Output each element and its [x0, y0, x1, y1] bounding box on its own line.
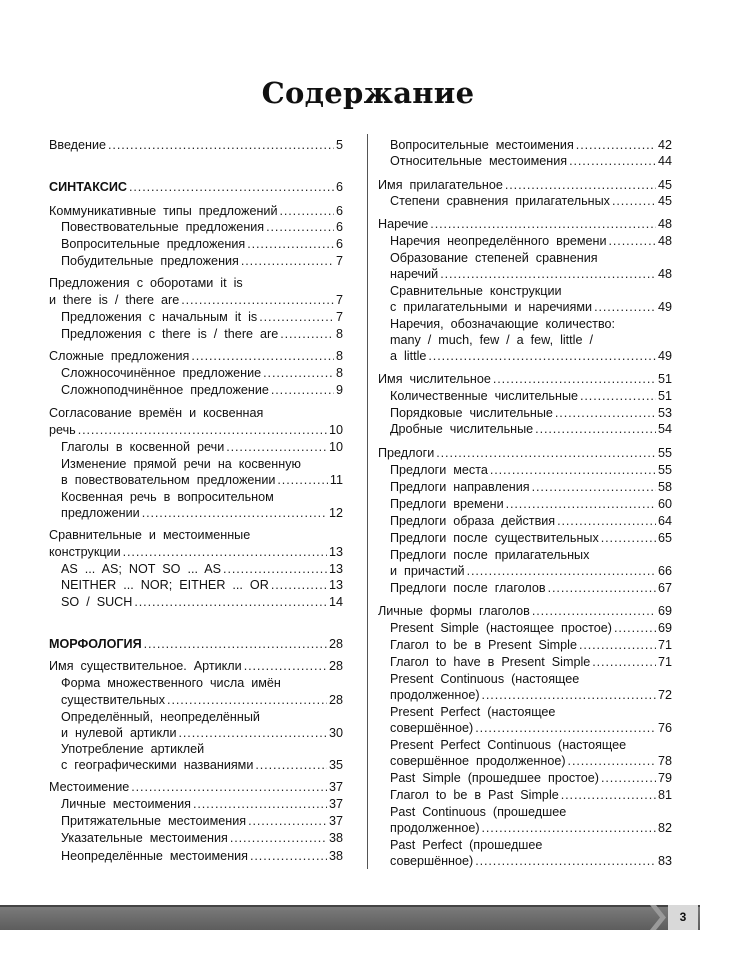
dot-leader [223, 561, 327, 577]
toc-entry-title: Дробные числительные [390, 422, 534, 436]
dot-leader [440, 266, 656, 282]
toc-entry-page: 66 [657, 564, 672, 578]
toc-entry-title: Глагол to be в Past Simple [390, 788, 559, 802]
dot-leader [250, 848, 327, 864]
toc-entry-title: продолженное) [390, 688, 480, 702]
toc-entry-page: 7 [335, 293, 343, 307]
toc-entry [390, 637, 672, 654]
toc-entry-title: Определённый, неопределённый [61, 710, 260, 724]
toc-entry [390, 250, 672, 267]
toc-entry-page: 48 [657, 267, 672, 281]
toc-entry [390, 299, 672, 316]
toc-entry-title: и нулевой артикли [61, 726, 177, 740]
toc-entry [49, 275, 343, 292]
toc-entry [378, 445, 672, 462]
toc-entry-page: 13 [328, 578, 343, 592]
dot-leader [134, 594, 327, 610]
toc-entry-page: 71 [657, 655, 672, 669]
toc-entry [49, 348, 343, 365]
toc-entry-title: Количественные числительные [390, 389, 579, 403]
toc-entry [378, 177, 672, 194]
dot-leader [580, 388, 656, 404]
dot-leader [532, 479, 656, 495]
toc-entry [390, 266, 672, 283]
toc-entry [390, 720, 672, 737]
dot-leader [579, 637, 656, 653]
toc-entry-page: 53 [657, 406, 672, 420]
toc-entry-title: Сложные предложения [49, 349, 190, 363]
toc-entry-page: 45 [657, 194, 672, 208]
toc-entry-page: 28 [328, 659, 343, 673]
toc-entry [390, 530, 672, 547]
toc-entry [390, 770, 672, 787]
toc-entry [61, 725, 343, 742]
toc-entry-title: many / much, few / a few, little / [390, 333, 593, 347]
toc-entry-page: 55 [657, 463, 672, 477]
toc-entry-title: Сложносочинённое предложение [61, 366, 262, 380]
toc-entry [61, 675, 343, 692]
toc-entry-page: 49 [657, 349, 672, 363]
toc-entry [49, 544, 343, 561]
toc-entry-title: Past Simple (прошедшее простое) [390, 771, 599, 785]
toc-entry-title: Present Simple (настоящее простое) [390, 621, 612, 635]
toc-entry-title: МОРФОЛОГИЯ [49, 637, 142, 651]
toc-entry-title: существительных [61, 693, 166, 707]
toc-entry [390, 654, 672, 671]
toc-entry [390, 687, 672, 704]
toc-entry [390, 837, 672, 854]
toc-entry-title: Указательные местоимения [61, 831, 228, 845]
toc-entry-title: Предложения с начальным it is [61, 310, 258, 324]
toc-entry-title: Имя существительное. Артикли [49, 659, 242, 673]
toc-entry [390, 620, 672, 637]
toc-entry [49, 292, 343, 309]
toc-entry-title: СИНТАКСИС [49, 180, 127, 194]
toc-entry [49, 422, 343, 439]
dot-leader [129, 179, 334, 195]
toc-entry-title: Повествовательные предложения [61, 220, 265, 234]
dot-leader [144, 636, 327, 652]
toc-entry-page: 76 [657, 721, 672, 735]
toc-entry [61, 594, 343, 611]
toc-entry-page: 48 [657, 217, 672, 231]
toc-entry [61, 757, 343, 774]
toc-entry [390, 283, 672, 300]
toc-entry-page: 44 [657, 154, 672, 168]
toc-entry-page: 51 [657, 389, 672, 403]
toc-entry-title: Предлоги времени [390, 497, 504, 511]
dot-leader [428, 348, 656, 364]
toc-entry [390, 316, 672, 333]
toc-entry [49, 137, 343, 154]
page-title: Содержание [261, 76, 475, 110]
toc-entry [390, 513, 672, 530]
dot-leader [248, 813, 327, 829]
toc-entry [390, 853, 672, 870]
toc-entry-title: Коммуникативные типы предложений [49, 204, 278, 218]
toc-entry [61, 505, 343, 522]
toc-entry-title: Наречие [378, 217, 429, 231]
toc-entry [61, 489, 343, 506]
toc-entry [61, 236, 343, 253]
toc-entry [61, 709, 343, 726]
toc-entry-title: в повествовательном предложении [61, 473, 276, 487]
toc-entry [49, 527, 343, 544]
toc-entry-title: совершённое) [390, 854, 474, 868]
toc-entry [390, 496, 672, 513]
toc-entry-title: Побудительные предложения [61, 254, 239, 268]
toc-entry-title: Имя числительное [378, 372, 491, 386]
toc-entry [390, 388, 672, 405]
dot-leader [279, 203, 334, 219]
toc-entry-title: и there is / there are [49, 293, 180, 307]
toc-entry [390, 193, 672, 210]
toc-entry-page: 71 [657, 638, 672, 652]
toc-entry [390, 233, 672, 250]
dot-leader [609, 233, 656, 249]
toc-entry-page: 38 [328, 831, 343, 845]
dot-leader [482, 687, 656, 703]
toc-entry [61, 382, 343, 399]
toc-entry-title: Past Continuous (прошедшее [390, 805, 567, 819]
toc-entry [61, 253, 343, 270]
dot-leader [576, 137, 656, 153]
toc-entry [390, 671, 672, 688]
column-divider [367, 134, 368, 869]
dot-leader [490, 462, 656, 478]
toc-entry-title: a little [390, 349, 427, 363]
toc-entry-title: Относительные местоимения [390, 154, 568, 168]
toc-entry-title: Наречия неопределённого времени [390, 234, 607, 248]
dot-leader [181, 292, 334, 308]
footer-band [0, 905, 700, 930]
dot-leader [475, 720, 656, 736]
toc-entry-page: 8 [335, 327, 343, 341]
dot-leader [191, 348, 334, 364]
dot-leader [244, 658, 327, 674]
dot-leader [475, 853, 656, 869]
toc-entry [61, 848, 343, 865]
toc-entry-page: 81 [657, 788, 672, 802]
toc-entry-page: 14 [328, 595, 343, 609]
toc-entry [390, 405, 672, 422]
dot-leader [532, 603, 656, 619]
dot-leader [612, 193, 656, 209]
toc-entry-title: Предлоги образа действия [390, 514, 556, 528]
toc-entry-page: 51 [657, 372, 672, 386]
toc-entry-title: Предлоги после существительных [390, 531, 599, 545]
toc-entry-title: SO / SUCH [61, 595, 133, 609]
toc-entry-page: 83 [657, 854, 672, 868]
toc-entry [61, 813, 343, 830]
toc-entry [390, 820, 672, 837]
toc-entry [61, 456, 343, 473]
toc-entry-title: с географическими названиями [61, 758, 254, 772]
toc-entry-title: Предлоги направления [390, 480, 530, 494]
toc-entry [378, 371, 672, 388]
toc-entry-title: Введение [49, 138, 107, 152]
page-number: 3 [668, 905, 698, 930]
toc-entry-page: 37 [328, 814, 343, 828]
footer-bar [0, 905, 736, 930]
toc-entry-page: 49 [657, 300, 672, 314]
toc-entry-page: 35 [328, 758, 343, 772]
toc-entry-page: 48 [657, 234, 672, 248]
toc-entry-page: 11 [329, 473, 343, 487]
dot-leader [594, 299, 656, 315]
toc-entry [390, 547, 672, 564]
toc-entry [61, 561, 343, 578]
dot-leader [230, 830, 327, 846]
toc-entry-page: 42 [657, 138, 672, 152]
dot-leader [247, 236, 334, 252]
toc-entry-page: 13 [328, 545, 343, 559]
toc-entry [61, 741, 343, 758]
toc-entry-title: совершённое продолженное) [390, 754, 566, 768]
toc-entry-page: 9 [335, 383, 343, 397]
toc-entry [61, 219, 343, 236]
toc-entry [390, 563, 672, 580]
toc-entry-title: Предлоги места [390, 463, 488, 477]
toc-entry-page: 82 [657, 821, 672, 835]
toc-entry-title: Притяжательные местоимения [61, 814, 247, 828]
dot-leader [614, 620, 656, 636]
toc-entry [61, 830, 343, 847]
toc-entry [390, 787, 672, 804]
toc-entry [61, 796, 343, 813]
toc-entry [378, 603, 672, 620]
toc-entry [61, 472, 343, 489]
toc-entry [49, 658, 343, 675]
dot-leader [601, 770, 656, 786]
toc-entry-title: совершённое) [390, 721, 474, 735]
toc-entry-page: 8 [335, 366, 343, 380]
toc-entry-page: 38 [328, 849, 343, 863]
dot-leader [255, 757, 327, 773]
toc-entry [49, 179, 343, 196]
dot-leader [569, 153, 656, 169]
toc-entry-title: и причастий [390, 564, 465, 578]
dot-leader [123, 544, 327, 560]
dot-leader [142, 505, 327, 521]
toc-entry-title: Наречия, обозначающие количество: [390, 317, 615, 331]
toc-entry [390, 704, 672, 721]
toc-entry-page: 10 [328, 423, 343, 437]
dot-leader [568, 753, 656, 769]
toc-entry-title: конструкции [49, 545, 121, 559]
dot-leader [271, 382, 334, 398]
toc-entry-title: Глагол to be в Present Simple [390, 638, 577, 652]
toc-entry-page: 45 [657, 178, 672, 192]
dot-leader [241, 253, 334, 269]
toc-entry-title: Present Perfect (настоящее [390, 705, 556, 719]
toc-entry-title: речь [49, 423, 76, 437]
toc-entry-page: 64 [657, 514, 672, 528]
dot-leader [226, 439, 327, 455]
dot-leader [505, 177, 656, 193]
toc-entry-page: 12 [328, 506, 343, 520]
toc-entry-page: 28 [328, 693, 343, 707]
toc-entry-page: 72 [657, 688, 672, 702]
toc-entry-page: 54 [657, 422, 672, 436]
dot-leader [601, 530, 656, 546]
toc-entry-page: 60 [657, 497, 672, 511]
toc-entry [390, 462, 672, 479]
toc-entry-title: Past Perfect (прошедшее [390, 838, 543, 852]
toc-entry-title: Предложения с оборотами it is [49, 276, 243, 290]
toc-entry [61, 692, 343, 709]
toc-entry-title: Личные местоимения [61, 797, 191, 811]
dot-leader [263, 365, 334, 381]
toc-entry [61, 326, 343, 343]
toc-entry-title: Предлоги после глаголов [390, 581, 546, 595]
dot-leader [277, 472, 328, 488]
toc-entry-title: Неопределённые местоимения [61, 849, 248, 863]
dot-leader [259, 309, 334, 325]
dot-leader [557, 513, 656, 529]
toc-entry-page: 69 [657, 621, 672, 635]
toc-entry-title: Сравнительные конструкции [390, 284, 562, 298]
toc-entry-title: Изменение прямой речи на косвенную [61, 457, 301, 471]
toc-entry-title: с прилагательными и наречиями [390, 300, 593, 314]
toc-entry [390, 737, 672, 754]
toc-entry-page: 67 [657, 581, 672, 595]
toc-entry [61, 309, 343, 326]
toc-entry [49, 203, 343, 220]
toc-entry [390, 348, 672, 365]
toc-entry-page: 37 [328, 780, 343, 794]
toc-entry-title: Предложения с there is / there are [61, 327, 279, 341]
toc-entry-page: 6 [335, 180, 343, 194]
toc-entry-title: Present Continuous (настоящее [390, 672, 580, 686]
toc-entry-page: 10 [328, 440, 343, 454]
toc-entry-page: 6 [335, 220, 343, 234]
dot-leader [506, 496, 656, 512]
toc-entry [61, 577, 343, 594]
toc-entry [61, 439, 343, 456]
toc-entry-page: 78 [657, 754, 672, 768]
toc-entry-title: Глаголы в косвенной речи [61, 440, 225, 454]
toc-entry [390, 804, 672, 821]
toc-entry-page: 65 [657, 531, 672, 545]
dot-leader [167, 692, 327, 708]
dot-leader [280, 326, 334, 342]
toc-entry-title: Present Perfect Continuous (настоящее [390, 738, 627, 752]
toc-entry-title: Местоимение [49, 780, 130, 794]
toc-entry [390, 153, 672, 170]
dot-leader [193, 796, 327, 812]
toc-entry-title: Согласование времён и косвенная [49, 406, 264, 420]
toc-entry-page: 6 [335, 204, 343, 218]
toc-entry-page: 69 [657, 604, 672, 618]
toc-entry [390, 137, 672, 154]
toc-entry-page: 55 [657, 446, 672, 460]
toc-entry-title: Сложноподчинённое предложение [61, 383, 269, 397]
toc-entry-page: 7 [335, 310, 343, 324]
toc-entry-page: 37 [328, 797, 343, 811]
toc-entry-title: Предлоги после прилагательных [390, 548, 590, 562]
dot-leader [108, 137, 334, 153]
dot-leader [482, 820, 656, 836]
toc-entry [390, 580, 672, 597]
toc-entry-page: 8 [335, 349, 343, 363]
toc-entry-page: 6 [335, 237, 343, 251]
toc-entry [390, 332, 672, 349]
toc-entry [390, 479, 672, 496]
toc-entry [390, 421, 672, 438]
dot-leader [436, 445, 656, 461]
toc-entry-page: 5 [335, 138, 343, 152]
toc-entry-page: 30 [328, 726, 343, 740]
toc-entry-title: Употребление артиклей [61, 742, 205, 756]
toc-entry-title: Форма множественного числа имён [61, 676, 281, 690]
toc-entry-title: Образование степеней сравнения [390, 251, 598, 265]
toc-entry-title: Сравнительные и местоименные [49, 528, 251, 542]
toc-entry-page: 28 [328, 637, 343, 651]
toc-entry-page: 13 [328, 562, 343, 576]
dot-leader [561, 787, 656, 803]
toc-entry [49, 779, 343, 796]
toc-entry-title: AS ... AS; NOT SO ... AS [61, 562, 222, 576]
toc-entry-title: Имя прилагательное [378, 178, 503, 192]
dot-leader [592, 654, 656, 670]
dot-leader [179, 725, 327, 741]
dot-leader [555, 405, 656, 421]
chevron-right-icon [650, 905, 670, 930]
toc-entry [49, 636, 343, 653]
dot-leader [271, 577, 327, 593]
toc-entry-title: Вопросительные предложения [61, 237, 246, 251]
toc-entry [390, 753, 672, 770]
dot-leader [467, 563, 656, 579]
dot-leader [430, 216, 656, 232]
toc-entry-title: Предлоги [378, 446, 435, 460]
toc-entry-title: Косвенная речь в вопросительном [61, 490, 274, 504]
dot-leader [131, 779, 327, 795]
toc-entry-title: Глагол to have в Present Simple [390, 655, 591, 669]
toc-entry [61, 365, 343, 382]
dot-leader [548, 580, 656, 596]
toc-entry-page: 79 [657, 771, 672, 785]
toc-entry-title: Порядковые числительные [390, 406, 553, 420]
toc-entry [49, 405, 343, 422]
toc-entry [378, 216, 672, 233]
toc-entry-title: Степени сравнения прилагательных [390, 194, 610, 208]
toc-entry-title: предложении [61, 506, 140, 520]
dot-leader [78, 422, 327, 438]
toc-entry-title: Вопросительные местоимения [390, 138, 574, 152]
toc-entry-title: продолженное) [390, 821, 480, 835]
dot-leader [266, 219, 334, 235]
dot-leader [535, 421, 656, 437]
dot-leader [493, 371, 656, 387]
toc-entry-title: Личные формы глаголов [378, 604, 530, 618]
toc-entry-title: NEITHER ... NOR; EITHER ... OR [61, 578, 269, 592]
toc-entry-page: 58 [657, 480, 672, 494]
toc-entry-title: наречий [390, 267, 439, 281]
toc-entry-page: 7 [335, 254, 343, 268]
